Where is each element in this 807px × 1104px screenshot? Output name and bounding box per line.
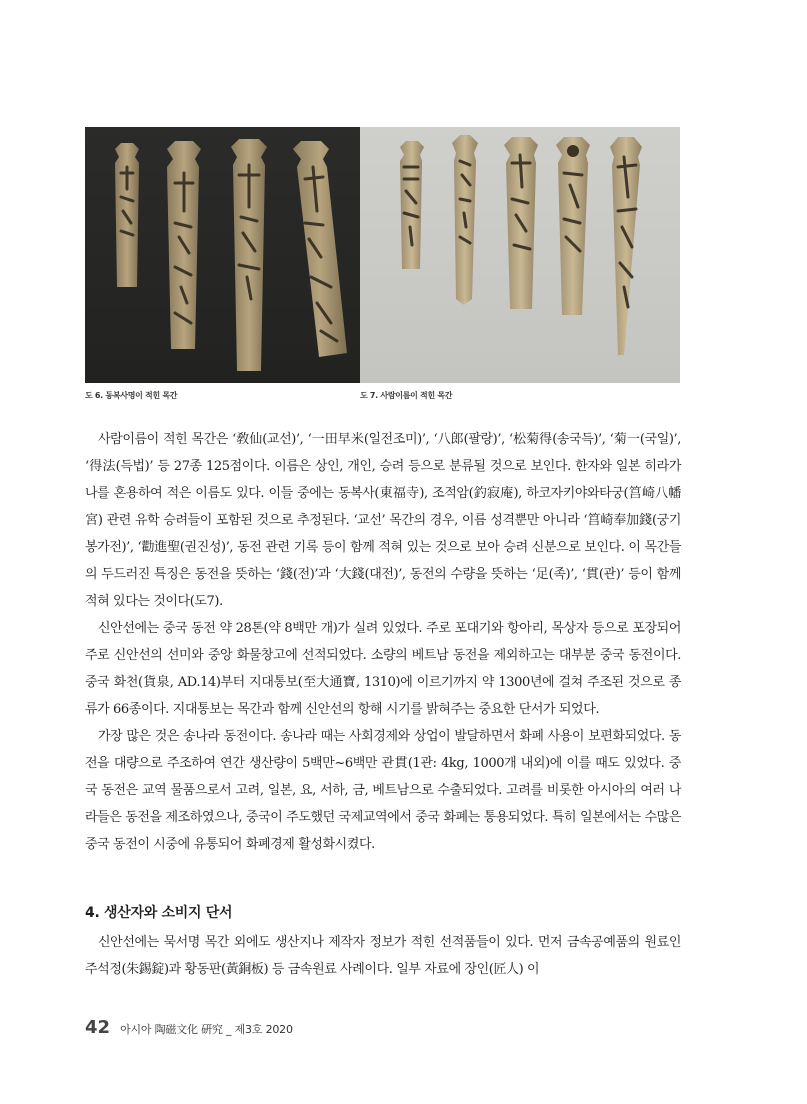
wooden-tag-8 xyxy=(556,137,590,315)
figure-6-wooden-tags xyxy=(85,127,403,383)
paragraph-1: 사람이름이 적힌 목간은 ‘敎仙(교선)’, ‘一田早米(일전조미)’, ‘八郎(팔랑)’, ‘松菊得(송국득)’, ‘菊一(국일)’, ‘得法(득법)’ 등 27종 125점이다. 이름은 상인, 개인, 승려 등으로 분류될 것으로 보인다. 한자와 일본 히라가나를 혼용하여 적은 이름도 있다. 이들 중에는 동복사(東福寺), 조적암(釣寂庵), 하코자키야와타궁(筥崎八幡宮) 관련 유학 승려들이 포함된 것으로 추정된다. ‘교선’ 목간의 경우, 이름 성격뿐만 아니라 ‘筥崎奉加錢(궁기봉가전)’, ‘勸進聖(권진성)’, 동전 관련 기록 등이 함께 적혀 있는 것으로 보아 승려 신분으로 보인다. 이 목간들의 두드러진 특징은 동전을 뜻하는 ‘錢(전)’과 ‘大錢(대전)’, 동전의 수량을 뜻하는 ‘足(족)’, ‘貫(관)’ 등이 함께 적혀 있다는 것이다(도7). xyxy=(85,432,681,609)
paragraph-2: 신안선에는 중국 동전 약 28톤(약 8백만 개)가 실려 있었다. 주로 포대기와 항아리, 목상자 등으로 포장되어 주로 신안선의 선미와 중앙 화물창고에 선적되었다. 소량의 베트남 동전을 제외하고는 대부분 중국 동전이다. 중국 화천(貨泉, AD.14)부터 지대통보(至大通寶, 1310)에 이르기까지 약 1300년에 걸쳐 주조된 것으로 종류가 66종이다. 지대통보는 목간과 함께 신안선의 항해 시기를 밝혀주는 중요한 단서가 되었다. xyxy=(85,621,681,717)
figure-7-caption: 도 7. 사람이름이 적힌 목간 xyxy=(360,391,453,400)
figure-6-photo xyxy=(85,127,403,383)
body-text xyxy=(85,426,681,858)
figure-7-wooden-tags xyxy=(360,127,680,383)
section-heading: 4. 생산자와 소비지 단서 xyxy=(85,905,233,921)
figure-6-caption: 도 6. 동복사명이 적힌 목간 xyxy=(85,391,178,400)
paragraph-3: 가장 많은 것은 송나라 동전이다. 송나라 때는 사회경제와 상업이 발달하면서 화폐 사용이 보편화되었다. 동전을 대량으로 주조하여 연간 생산량이 5백만~6백만 관貫(1관: 4kg, 1000개 내외)에 이를 때도 있었다. 중국 동전은 교역 물품으로서 고려, 일본, 요, 서하, 금, 베트남으로 수출되었다. 고려를 비롯한 아시아의 여러 나라들은 동전을 제조하였으나, 중국이 주도했던 국제교역에서 중국 화폐는 통용되었다. 특히 일본에서는 수많은 중국 동전이 시중에 유통되어 화폐경제 활성화시켰다. xyxy=(85,729,681,852)
journal-title: 아시아 陶磁文化 硏究 _ 제3호 2020 xyxy=(120,1023,293,1036)
page-footer xyxy=(85,1017,293,1038)
section-paragraph: 신안선에는 묵서명 목간 외에도 생산지나 제작자 정보가 적힌 선적품들이 있다. 먼저 금속공예품의 원료인 주석정(朱錫錠)과 황동판(黃銅板) 등 금속원료 사례이다. 일부 자료에 장인(匠人) 이 xyxy=(85,935,681,977)
section-body-text xyxy=(85,929,681,983)
page-number: 42 xyxy=(85,1017,111,1038)
wooden-tag-4 xyxy=(293,141,347,357)
figure-7-photo xyxy=(360,127,680,383)
wooden-tag-5 xyxy=(400,141,424,269)
stamp-mark xyxy=(567,145,579,157)
